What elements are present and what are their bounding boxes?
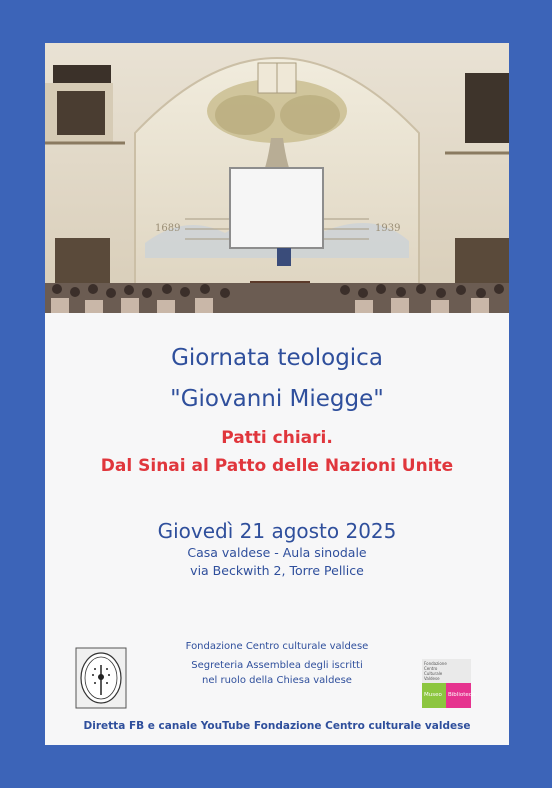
logo-top-text: Fondazione Centro Culturale Valdese bbox=[424, 661, 447, 681]
venue-line2: via Beckwith 2, Torre Pellice bbox=[190, 563, 364, 578]
poster bbox=[45, 43, 509, 745]
event-subtitle-line1: Patti chiari. bbox=[221, 428, 333, 448]
venue-line1: Casa valdese - Aula sinodale bbox=[187, 545, 367, 560]
organizer-line2: Segreteria Assemblea degli iscritti bbox=[191, 660, 363, 671]
event-date: Giovedì 21 agosto 2025 bbox=[157, 519, 397, 543]
organizer-line3: nel ruolo della Chiesa valdese bbox=[202, 675, 352, 686]
livestream-footer: Diretta FB e canale YouTube Fondazione Centro culturale valdese bbox=[83, 720, 471, 732]
logo-museo-text: Museo bbox=[424, 692, 442, 698]
event-title-line1: Giornata teologica bbox=[171, 345, 383, 371]
assembly-hall-photo bbox=[45, 43, 509, 313]
organizer-line1: Fondazione Centro culturale valdese bbox=[185, 641, 369, 652]
logo-biblioteca-text: Biblioteca bbox=[448, 692, 476, 698]
inscription-year-right: 1939 bbox=[375, 223, 401, 234]
inscription-year-left: 1689 bbox=[155, 223, 181, 234]
centro-culturale-logo bbox=[422, 659, 476, 708]
event-subtitle-line2: Dal Sinai al Patto delle Nazioni Unite bbox=[100, 456, 454, 476]
event-title-line2: "Giovanni Miegge" bbox=[170, 386, 384, 412]
